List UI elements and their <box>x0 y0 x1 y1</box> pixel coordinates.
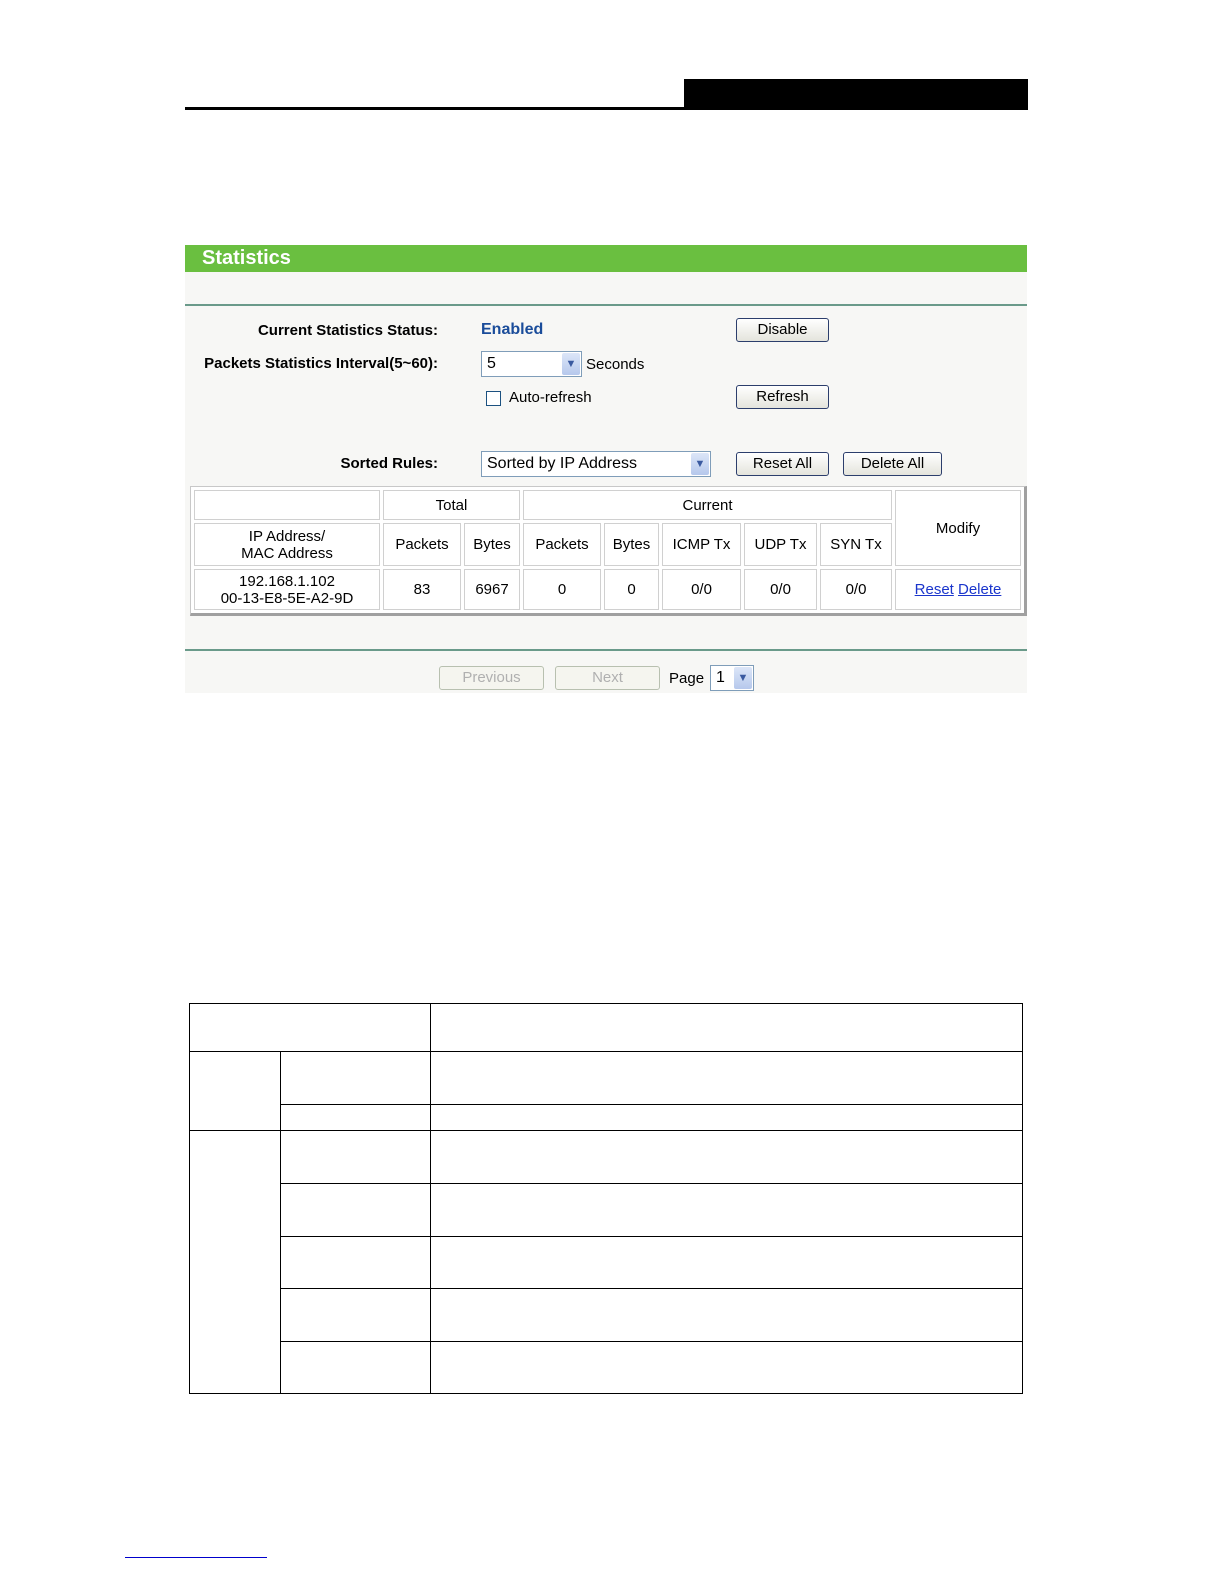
interval-label: Packets Statistics Interval(5~60): <box>204 355 438 372</box>
table-row <box>194 569 1021 610</box>
header-black-block <box>684 79 1028 110</box>
table-cell <box>281 1342 431 1394</box>
delete-all-button[interactable]: Delete All <box>843 452 942 476</box>
reset-link[interactable]: Reset <box>914 581 954 598</box>
cell-current-packets: 0 <box>523 569 601 610</box>
col-header-icmp-tx: ICMP Tx <box>662 523 741 566</box>
refresh-button[interactable]: Refresh <box>736 385 829 409</box>
table-cell <box>431 1004 1023 1052</box>
group-header-current: Current <box>523 490 892 520</box>
header-rule <box>185 107 685 110</box>
disable-button[interactable]: Disable <box>736 318 829 342</box>
cell-icmp-tx: 0/0 <box>662 569 741 610</box>
table-row <box>190 1004 1023 1052</box>
table-row <box>190 1237 1023 1289</box>
table-row <box>190 1131 1023 1184</box>
table-cell <box>190 1052 281 1131</box>
auto-refresh-label: Auto-refresh <box>509 389 592 406</box>
chevron-down-icon: ▼ <box>562 353 580 375</box>
cell-total-bytes: 6967 <box>464 569 520 610</box>
col-header-current-bytes: Bytes <box>604 523 659 566</box>
cell-udp-tx: 0/0 <box>744 569 817 610</box>
interval-unit: Seconds <box>586 356 645 373</box>
table-cell <box>431 1342 1023 1394</box>
interval-select[interactable] <box>481 351 582 377</box>
cell-ip: 192.168.1.102 <box>239 572 335 590</box>
table-row <box>190 1105 1023 1131</box>
table-row <box>190 1342 1023 1394</box>
table-cell <box>431 1131 1023 1184</box>
table-cell <box>281 1237 431 1289</box>
description-table <box>189 1003 1023 1394</box>
divider-top <box>185 304 1027 306</box>
col-header-modify: Modify <box>895 490 1021 566</box>
sorted-rules-value: Sorted by IP Address <box>487 455 638 472</box>
col-header-total-packets: Packets <box>383 523 461 566</box>
sorted-rules-label: Sorted Rules: <box>340 455 438 472</box>
group-header-total: Total <box>383 490 520 520</box>
page-label: Page <box>669 670 705 687</box>
table-cell <box>281 1184 431 1237</box>
next-button[interactable]: Next <box>555 666 660 690</box>
sorted-rules-select[interactable] <box>481 451 711 477</box>
panel-title-bar <box>185 245 1027 272</box>
table-cell <box>431 1289 1023 1342</box>
page-value: 1 <box>716 669 725 686</box>
table-cell <box>431 1105 1023 1131</box>
col-header-syn-tx: SYN Tx <box>820 523 892 566</box>
col-header-ip-mac <box>194 523 380 566</box>
col-header-current-packets: Packets <box>523 523 601 566</box>
cell-ip-mac <box>194 569 380 610</box>
table-cell <box>281 1052 431 1105</box>
chevron-down-icon: ▼ <box>691 453 709 475</box>
panel-title: Statistics <box>202 247 291 269</box>
empty-header-cell <box>194 490 380 520</box>
table-cell <box>190 1004 431 1052</box>
col-header-udp-tx: UDP Tx <box>744 523 817 566</box>
page-select[interactable] <box>710 665 754 691</box>
table-row <box>190 1184 1023 1237</box>
table-cell <box>281 1131 431 1184</box>
col-header-ip: IP Address/ <box>248 527 326 545</box>
divider-bottom <box>185 649 1027 651</box>
table-row <box>190 1289 1023 1342</box>
statistics-panel <box>185 245 1027 693</box>
table-group-header <box>194 490 1021 520</box>
cell-total-packets: 83 <box>383 569 461 610</box>
previous-button[interactable]: Previous <box>439 666 544 690</box>
table-row <box>190 1052 1023 1105</box>
table-cell <box>431 1052 1023 1105</box>
table-cell <box>431 1237 1023 1289</box>
table-cell <box>431 1184 1023 1237</box>
col-header-total-bytes: Bytes <box>464 523 520 566</box>
cell-syn-tx: 0/0 <box>820 569 892 610</box>
table-cell <box>190 1131 281 1394</box>
footer-link-underline <box>125 1557 267 1558</box>
table-cell <box>281 1289 431 1342</box>
col-header-mac: MAC Address <box>241 544 333 562</box>
delete-link[interactable]: Delete <box>958 581 1002 598</box>
cell-modify <box>895 569 1021 610</box>
status-label: Current Statistics Status: <box>257 322 438 339</box>
table-cell <box>281 1105 431 1131</box>
statistics-table <box>190 486 1027 616</box>
auto-refresh-checkbox[interactable] <box>486 391 501 406</box>
interval-value: 5 <box>487 355 496 372</box>
chevron-down-icon: ▼ <box>734 667 752 689</box>
cell-current-bytes: 0 <box>604 569 659 610</box>
status-value: Enabled <box>481 321 544 338</box>
cell-mac: 00-13-E8-5E-A2-9D <box>220 589 354 607</box>
reset-all-button[interactable]: Reset All <box>736 452 829 476</box>
